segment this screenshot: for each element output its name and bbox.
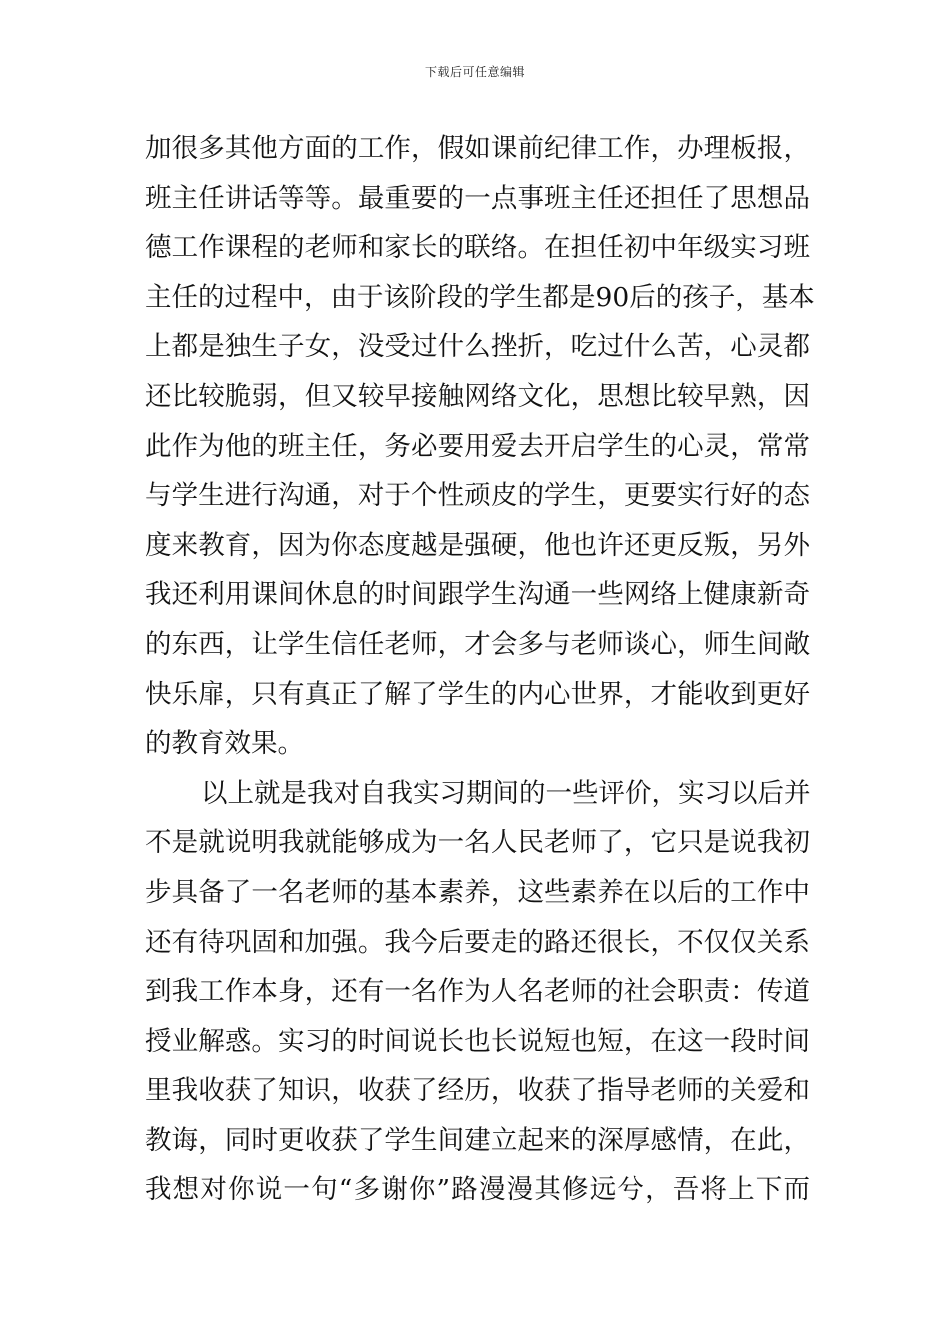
- text-line: 的东西，让学生信任老师，才会多与老师谈心，师生间敞: [145, 628, 810, 660]
- text-line: 步具备了一名老师的基本素养，这些素养在以后的工作中: [145, 876, 810, 908]
- text-line: 我想对你说一句“多谢你”路漫漫其修远兮，吾将上下而: [145, 1174, 810, 1206]
- text-line: 不是就说明我就能够成为一名人民老师了，它只是说我初: [145, 827, 810, 859]
- text-line: 还有待巩固和加强。我今后要走的路还很长，不仅仅关系: [145, 926, 810, 958]
- text-line: 以上就是我对自我实习期间的一些评价，实习以后并: [201, 777, 811, 809]
- text-line: 德工作课程的老师和家长的联络。在担任初中年级实习班: [145, 232, 810, 264]
- body-text: [145, 124, 815, 1215]
- text-line: 教诲，同时更收获了学生间建立起来的深厚感情，在此，: [145, 1124, 810, 1156]
- text-line: 到我工作本身，还有一名作为人名老师的社会职责：传道: [145, 976, 810, 1008]
- text-line: 与学生进行沟通，对于个性顽皮的学生，更要实行好的态: [145, 480, 810, 512]
- page-header: 下载后可任意编辑: [424, 65, 525, 79]
- text-line: 主任的过程中，由于该阶段的学生都是90后的孩子，基本: [145, 281, 815, 313]
- text-line: 班主任讲话等等。最重要的一点事班主任还担任了思想品: [145, 182, 810, 214]
- text-line: 的教育效果。: [145, 728, 304, 760]
- text-line: 度来教育，因为你态度越是强硬，他也许还更反叛，另外: [145, 529, 810, 561]
- paragraph: [145, 769, 810, 1215]
- text-line: 快乐扉，只有真正了解了学生的内心世界，才能收到更好: [145, 678, 810, 710]
- text-line: 还比较脆弱，但又较早接触网络文化，思想比较早熟，因: [145, 380, 810, 412]
- text-line: 我还利用课间休息的时间跟学生沟通一些网络上健康新奇: [145, 579, 810, 611]
- text-line: 上都是独生子女，没受过什么挫折，吃过什么苦，心灵都: [145, 331, 810, 363]
- paragraph: [145, 124, 815, 769]
- text-line: 加很多其他方面的工作，假如课前纪律工作，办理板报，: [145, 133, 810, 164]
- text-line: 此作为他的班主任，务必要用爱去开启学生的心灵，常常: [145, 430, 810, 462]
- text-line: 授业解惑。实习的时间说长也长说短也短，在这一段时间: [145, 1025, 810, 1057]
- text-line: 里我收获了知识，收获了经历，收获了指导老师的关爱和: [145, 1075, 810, 1107]
